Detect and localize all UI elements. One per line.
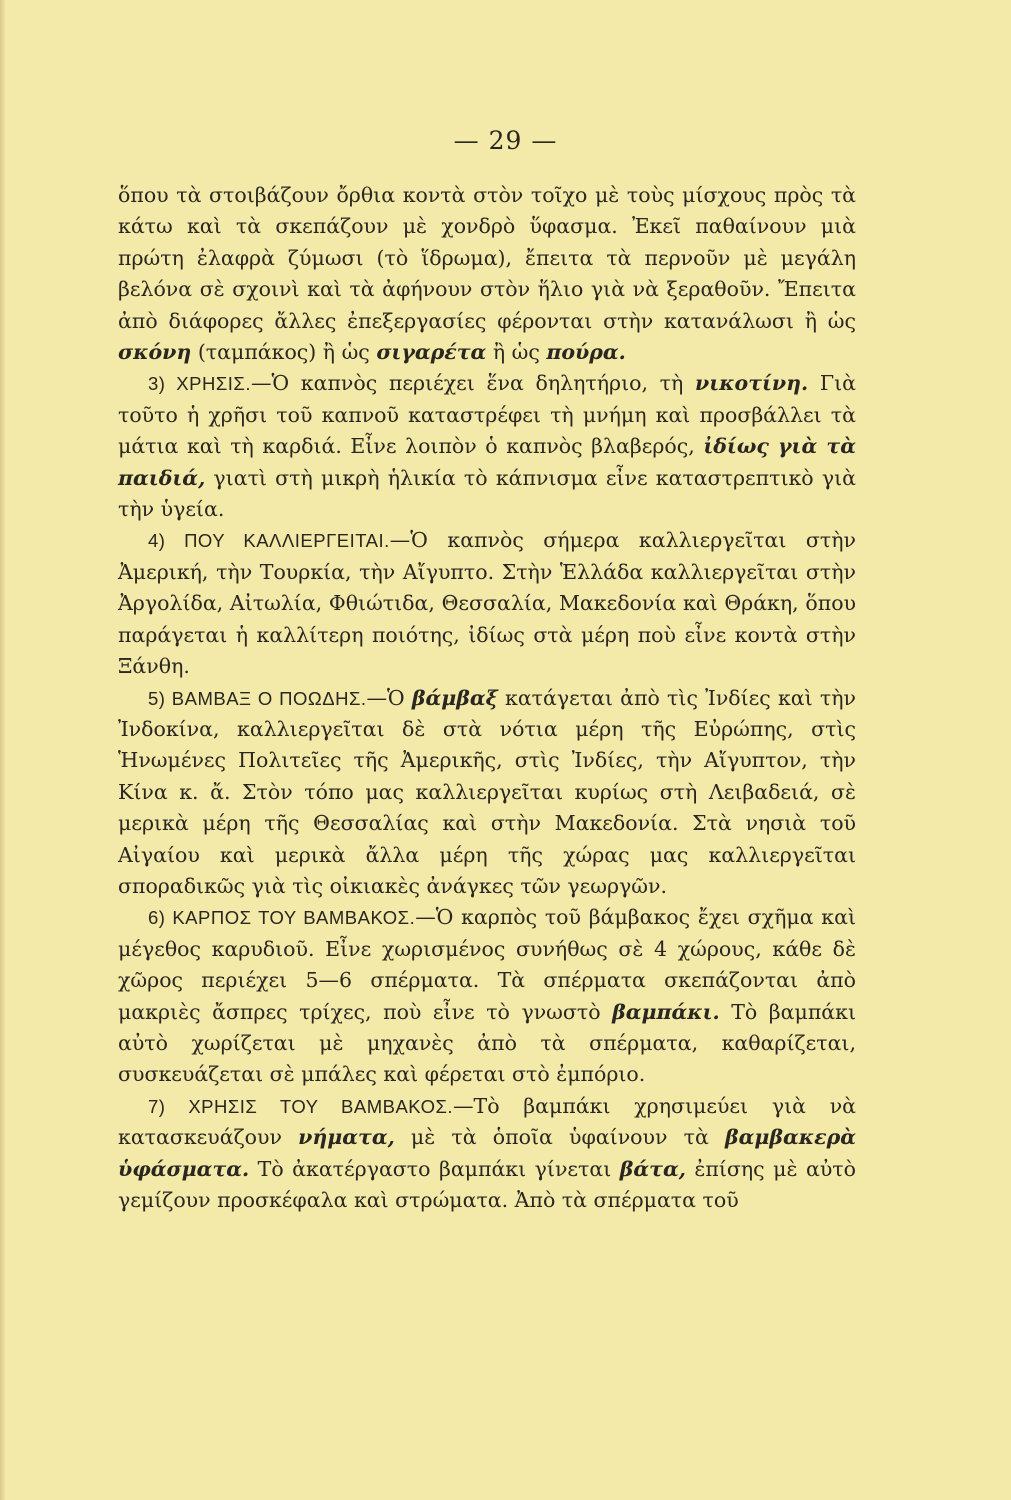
text-run: (ταμπάκος) ἢ ὡς — [191, 340, 377, 365]
paragraph — [118, 683, 856, 903]
text-run: —Τὸ βαμπάκι χρησιμεύει γιὰ νὰ κατασκευάζουν — [118, 1093, 857, 1150]
text-run: κατάγεται ἀπὸ τὶς Ἰνδίες καὶ τὴν Ἰνδοκίνα, καλλιεργεῖται δὲ στὰ νότια μέρη τῆς Εὐρώπης, στὶς Ἡνωμένες Πολιτεῖες τῆς Ἀμερικῆς, στὶς Ἰνδίες, τὴν Αἴγυπτον, τὴν Κίνα κ. ἄ. Στὸν τόπο μας καλλιεργεῖται κυρίως στὴ Λειβαδειά, σὲ μερικὰ μέρη τῆς Θεσσαλίας καὶ στὴν Μακεδονία. Στὰ νησιὰ τοῦ Αἰγαίου καὶ μερικὰ ἄλλα μέρη τῆς χώρας μας καλλιεργεῖται σποραδικῶς γιὰ τὶς οἰκιακὲς ἀνάγκες τῶν γεωργῶν. — [118, 685, 856, 898]
emphasis-term: ἰδίως γιὰ τὰ παιδιά, — [118, 434, 856, 490]
text-run: —Ὁ καρπὸς τοῦ βάμβακος ἔχει σχῆμα καὶ μέγεθος καρυδιοῦ. Εἶνε χωρισμένος συνήθως σὲ 4 χώρους, κάθε δὲ χῶρος περιέχει 5—6 σπέρματα. Τὰ σπέρματα σκεπάζονται ἀπὸ μακριὲς ἄσπρες τρίχες, ποὺ εἶνε τὸ γνωστὸ — [118, 905, 856, 1024]
section-heading: 4) ΠΟΥ ΚΑΛΛΙΕΡΓΕΙΤΑΙ. — [148, 530, 390, 552]
emphasis-term: βάτα, — [619, 1156, 686, 1181]
section-heading: 7) ΧΡΗΣΙΣ ΤΟΥ ΒΑΜΒΑΚΟΣ. — [148, 1095, 454, 1117]
text-run: —Ὁ — [366, 685, 412, 710]
text-run: ὅπου τὰ στοιβάζουν ὄρθια κοντὰ στὸν τοῖχο μὲ τοὺς μίσχους πρὸς τὰ κάτω καὶ τὰ σκεπάζουν μὲ χονδρὸ ὕφασμα. Ἐκεῖ παθαίνουν μιὰ πρώτη ἐλαφρὰ ζύμωσι (τὸ ἵδρωμα), ἔπειτα τὰ περνοῦν μὲ μεγάλη βελόνα σὲ σχοινὶ καὶ τὰ ἀφήνουν στὸν ἥλιο γιὰ νὰ ξεραθοῦν. Ἔπειτα ἀπὸ διάφορες ἄλλες ἐπεξεργασίες φέρονται στὴν κατανάλωσι ἢ ὡς — [118, 183, 856, 333]
text-run: Γιὰ τοῦτο ἡ χρῆσι τοῦ καπνοῦ καταστρέφει τὴ μνήμη καὶ προσβάλλει τὰ μάτια καὶ τὴ καρδιά. Εἶνε λοιπὸν ὁ καπνὸς βλαβερός, — [118, 371, 856, 459]
text-run: —Ὁ καπνὸς περιέχει ἕνα δηλητήριο, τὴ — [250, 371, 696, 396]
emphasis-term: νήματα, — [298, 1125, 395, 1150]
section-heading: 3) ΧΡΗΣΙΣ. — [148, 373, 251, 395]
binding-shadow — [0, 0, 6, 1500]
emphasis-term: βαμβακερὰ ὑφάσματα. — [118, 1125, 856, 1181]
paragraph — [118, 1091, 856, 1217]
emphasis-term: νικοτίνη. — [695, 371, 809, 396]
paragraph — [118, 368, 856, 525]
paragraph — [118, 180, 856, 368]
section-heading: 6) ΚΑΡΠΟΣ ΤΟΥ ΒΑΜΒΑΚΟΣ. — [148, 907, 416, 929]
text-run: γιατὶ στὴ μικρὴ ἡλικία τὸ κάπνισμα εἶνε καταστρεπτικὸ γιὰ τὴν ὑγεία. — [118, 465, 856, 522]
section-heading: 5) ΒΑΜΒΑΞ Ο ΠΟΩΔΗΣ. — [148, 687, 367, 709]
text-run: Τὸ βαμπάκι αὐτὸ χωρίζεται μὲ μηχανὲς ἀπὸ τὰ σπέρματα, καθαρίζεται, συσκευάζεται σὲ μπάλες καὶ φέρεται στὸ ἐμπόριο. — [118, 999, 856, 1087]
text-run: Τὸ ἀκατέργαστο βαμπάκι γίνεται — [249, 1156, 620, 1181]
text-run: μὲ τὰ ὁποῖα ὑφαίνουν τὰ — [394, 1125, 725, 1150]
text-run: —Ὁ καπνὸς σήμερα καλλιεργεῖται στὴν Ἀμερική, τὴν Τουρκία, τὴν Αἴγυπτο. Στὴν Ἑλλάδα καλλιεργεῖται στὴν Ἀργολίδα, Αἰτωλία, Φθιώτιδα, Θεσσαλία, Μακεδονία καὶ Θράκη, ὅπου παράγεται ἡ καλλίτερη ποιότης, ἰδίως στὰ μέρη ποὺ εἶνε κοντὰ στὴν Ξάνθη. — [118, 528, 856, 679]
emphasis-term: σκόνη — [118, 340, 192, 365]
paragraph — [118, 902, 856, 1090]
emphasis-term: σιγαρέτα — [376, 340, 487, 365]
emphasis-term: πούρα. — [546, 340, 626, 365]
emphasis-term: βάμβαξ — [411, 685, 498, 710]
paragraph — [118, 525, 856, 682]
emphasis-term: βαμπάκι. — [612, 999, 720, 1024]
page-number: — 29 — — [453, 126, 558, 155]
text-run: ἢ ὡς — [486, 340, 547, 365]
text-run: ἐπίσης μὲ αὐτὸ γεμίζουν προσκέφαλα καὶ στρώματα. Ἀπὸ τὰ σπέρματα τοῦ — [118, 1156, 856, 1212]
page-text — [118, 180, 856, 1216]
